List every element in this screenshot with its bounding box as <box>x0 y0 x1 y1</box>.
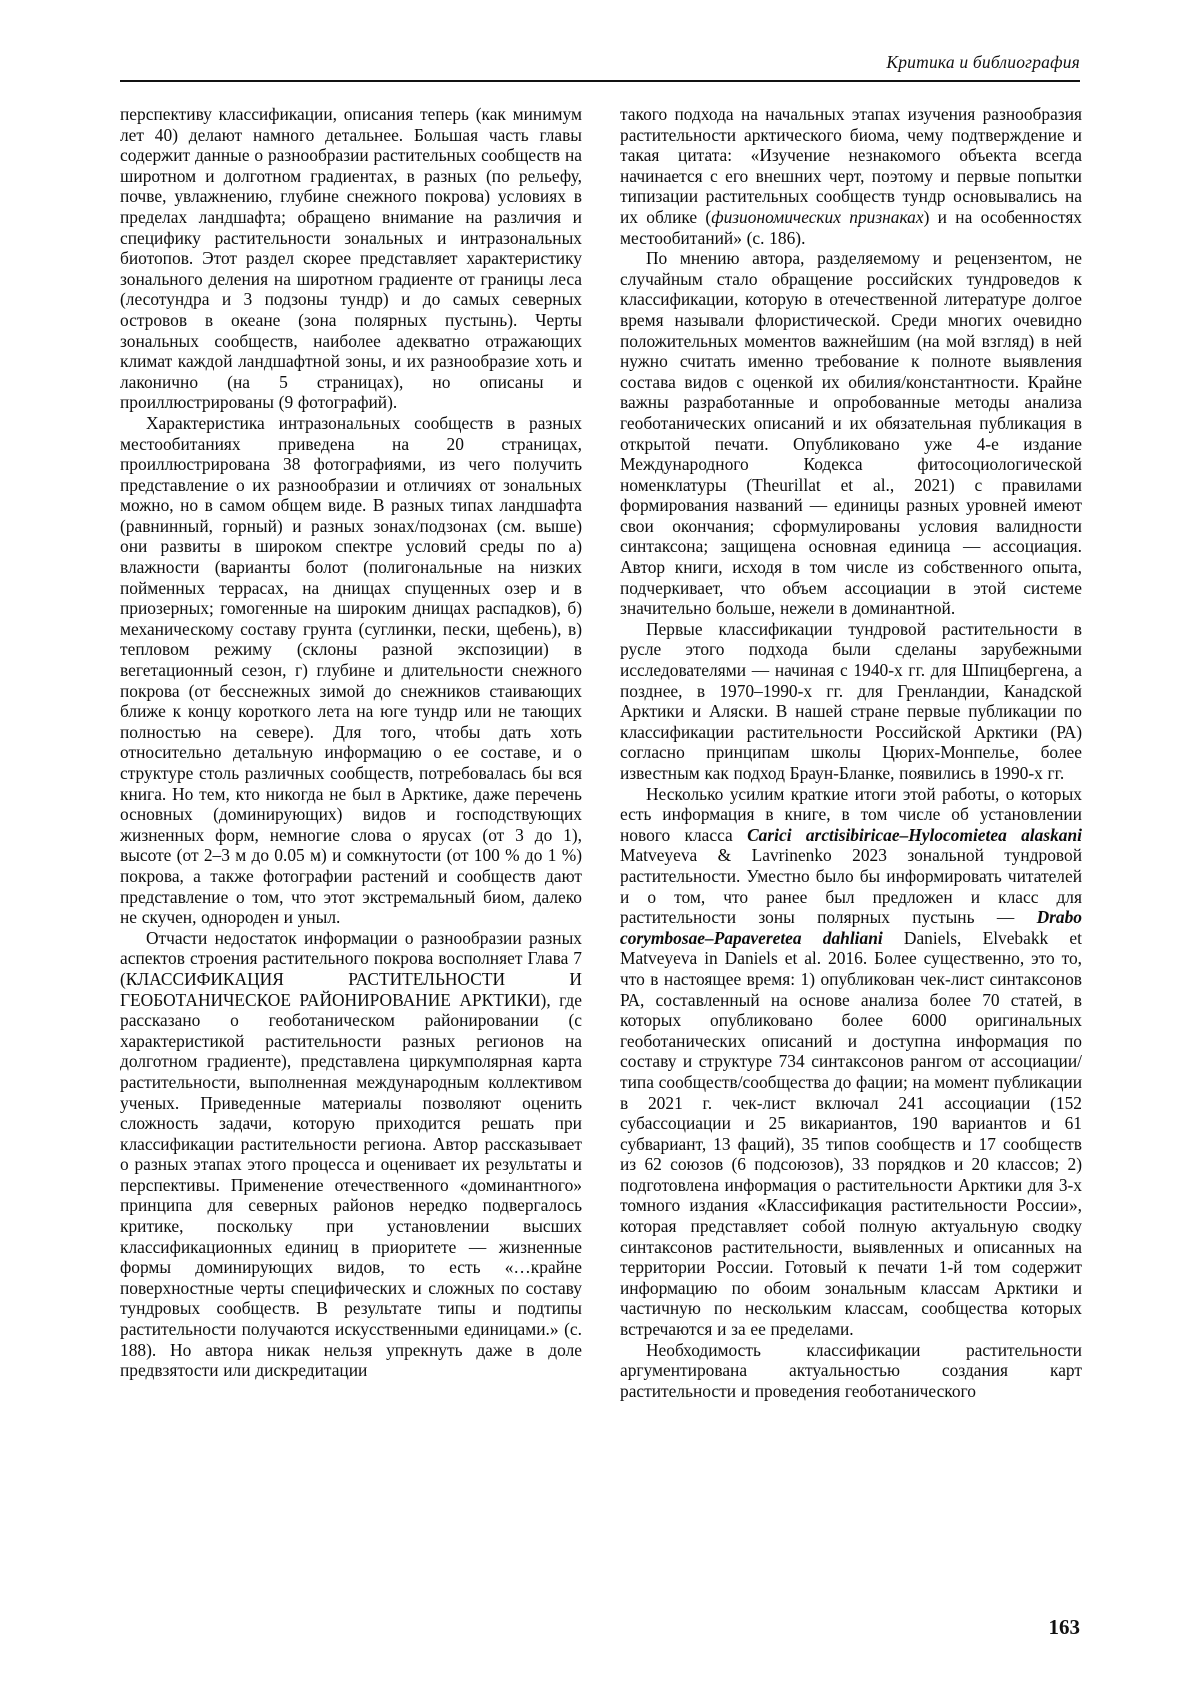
paragraph <box>620 104 1082 248</box>
paragraph <box>620 1340 1082 1402</box>
text-run: По мнению автора, разделяемому и рецензентом, не случайным стало обращение российских тундроведов к классификации, которую в отечественной литературе долгое время называли флористической. Среди многих очевидно положительных моментов важнейшим (на мой взгляд) в ней нужно считать именно требование к полноте выявления состава видов с оценкой их обилия/константности. Крайне важны разработанные и опробованные методы анализа геоботанических описаний и их обязательная публикация в открытой печати. Опубликовано уже 4-е издание Международного Кодекса фитосоциологической номенклатуры (Theurillat et al., 2021) с правилами формирования названий — единицы разных уровней имеют свои окончания; сформулированы условия валидности синтаксона; защищена основная единица — ассоциация. Автор книги, исходя в том числе из собственного опыта, подчеркивает, что объем ассоциации в этой системе значительно больше, нежели в доминантной. <box>620 248 1082 619</box>
text-run: Daniels, Elvebakk et Matveyeva in Daniels et al. 2016. Более существенно, это то, что в настоящее время: 1) опубликован чек-лист синтаксонов РА, составленный на основе анализа более 70 статей, в которых опубликовано более 6000 оригинальных геоботанических описаний и доступна информация по составу и структуре 734 синтаксонов рангом от ассоциации/типа сообществ/сообщества до фации; на момент публикации в 2021 г. чек-лист включал 241 ассоциации (152 субассоциации и 25 викариантов, 190 вариантов и 61 субвариант, 13 фаций), 35 типов сообществ и 17 сообществ из 62 союзов (6 подсоюзов), 33 порядков и 20 классов; 2) подготовлена информация о растительности Арктики для 3-х томного издания «Классификация растительности России», которая представляет собой полную актуальную сводку синтаксонов растительности, выявленных и описанных на территории России. Готовый к печати 1-й том содержит информацию по обоим зональным классам Арктики и частичную по нескольким классам, сообщества которых встречаются и за ее пределами. <box>620 927 1082 1340</box>
text-run: Необходимость классификации растительности аргументирована актуальностью создания карт растительности и проведения геоботанического <box>620 1339 1082 1401</box>
text-run: Matveyeva & Lavrinenko 2023 зональной тундровой растительности. Уместно было бы информировать читателей и о том, что ранее был предложен и класс для растительности зоны полярных пустынь — <box>620 845 1082 928</box>
paragraph <box>620 619 1082 784</box>
syntaxon-name: Carici arctisibiricae–Hylocomietea alaskani <box>747 824 1082 845</box>
text-run: Первые классификации тундровой растительности в русле этого подхода были сделаны зарубежными исследователями — начиная с 1940-х гг. для Шпицбергена, а позднее, в 1970–1990-х гг. для Гренландии, Канадской Арктики и Аляски. В нашей стране первые публикации по классификации растительности Российской Арктики (РА) согласно принципам школы Цюрих-Монпелье, более известным как подход Браун-Бланке, появились в 1990-х гг. <box>620 618 1082 783</box>
header-divider <box>120 80 1080 82</box>
paragraph: Характеристика интразональных сообществ в разных местообитаниях приведена на 20 страницах, проиллюстрирована 38 фотографиями, из чего получить представление о их разнообразии и отличиях от зональных можно, но в самом общем виде. В разных типах ландшафта (равнинный, горный) и разных зонах/подзонах (см. выше) они развиты в широком спектре условий среды по а) влажности (варианты болот (полигональные на низких пойменных террасах, на днищах спущенных озер и в приозерных; гомогенные на широким днищах распадков), б) механическому составу грунта (суглинки, пески, щебень), в) тепловом режиму (склоны разной экспозиции) в вегетационный сезон, г) глубине и длительности снежного покрова (от бесснежных зимой до снежников стаивающих ближе к концу короткого лета на юге тундр или не тающих полностью на севере). Для того, чтобы дать хоть относительно детальную информацию о ее составе, и о структуре столь различных сообществ, потребовалась бы вся книга. Но тем, кто никогда не был в Арктике, даже перечень основных (доминирующих) видов и господствующих жизненных форм, немногие слова о ярусах (от 3 до 1), высоте (от 2–3 м до 0.05 м) и сомкнутости (от 100 % до 1 %) покрова, а также фотографии растений и сообществ дают представление о том, что этот экстремальный биом, далеко не скучен, однороден и уныл. <box>120 412 582 928</box>
text-run: Несколько усилим краткие итоги этой работы, о которых есть информация в книге, в том числе об установлении нового класса <box>620 783 1082 845</box>
text-run: такого подхода на начальных этапах изучения разнообразия растительности арктического биома, чему подтверждение и такая цитата: «Изучение незнакомого объекта всегда начинается с его внешних черт, поэтому и первые попытки типизации растительных сообществ тундр основывались на их облике ( <box>620 104 1082 227</box>
syntaxon-name: Drabo corymbosae–Papaveretea dahliani <box>620 907 1082 948</box>
left-column <box>120 104 582 1401</box>
italic-term: физиономических признаках <box>711 206 924 227</box>
text-run: ) и на особенностях местообитаний» (с. 186). <box>620 206 1083 248</box>
article-body <box>120 104 1083 1401</box>
paragraph <box>620 784 1082 1340</box>
page-number: 163 <box>1048 1615 1080 1639</box>
paragraph <box>620 248 1082 619</box>
running-header: Критика и библиография <box>886 52 1080 72</box>
paragraph: перспективу классификации, описания теперь (как минимум лет 40) делают намного детальнее. Большая часть главы содержит данные о разнообразии растительных сообществ на широтном и долготном градиентах, в разных (по рельефу, почве, увлажнению, глубине снежного покрова) условиях в пределах ландшафта; обращено внимание на различия и специфику растительности зональных и интразональных биотопов. Этот раздел скорее представляет характеристику зонального деления на широтном градиенте от границы леса (лесотундра и 3 подзоны тундр) и до самых северных островов в океане (зона полярных пустынь). Черты зональных сообществ, наиболее адекватно отражающих климат каждой ландшафтной зоны, и их разнообразие хоть и лаконично (на 5 страницах), но описаны и проиллюстрированы (9 фотографий). <box>120 104 582 413</box>
paragraph: Отчасти недостаток информации о разнообразии разных аспектов строения растительного покрова восполняет Глава 7 (КЛАССИФИКАЦИЯ РАСТИТЕЛЬНОСТИ И ГЕОБОТАНИЧЕСКОЕ РАЙОНИРОВАНИЕ АРКТИКИ), где рассказано о геоботаническом районировании (с характеристикой растительности разных регионов на долготном градиенте), представлена циркумполярная карта растительности, выполненная международным коллективом ученых. Приведенные материалы позволяют оценить сложность задачи, которую приходится решать при классификации растительности региона. Автор рассказывает о разных этапах этого процесса и оценивает их результаты и перспективы. Применение отечественного «доминантного» принципа для северных районов нередко подвергалось критике, поскольку при установлении высших классификационных единиц в приоритете — жизненные формы доминирующих видов, то есть «…крайне поверхностные черты специфических и сложных по составу тундровых сообществ. В результате типы и подтипы растительности получаются искусственными единицами.» (с. 188). Но автора никак нельзя упрекнуть даже в доле предвзятости или дискредитации <box>120 927 582 1381</box>
right-column <box>620 104 1082 1401</box>
